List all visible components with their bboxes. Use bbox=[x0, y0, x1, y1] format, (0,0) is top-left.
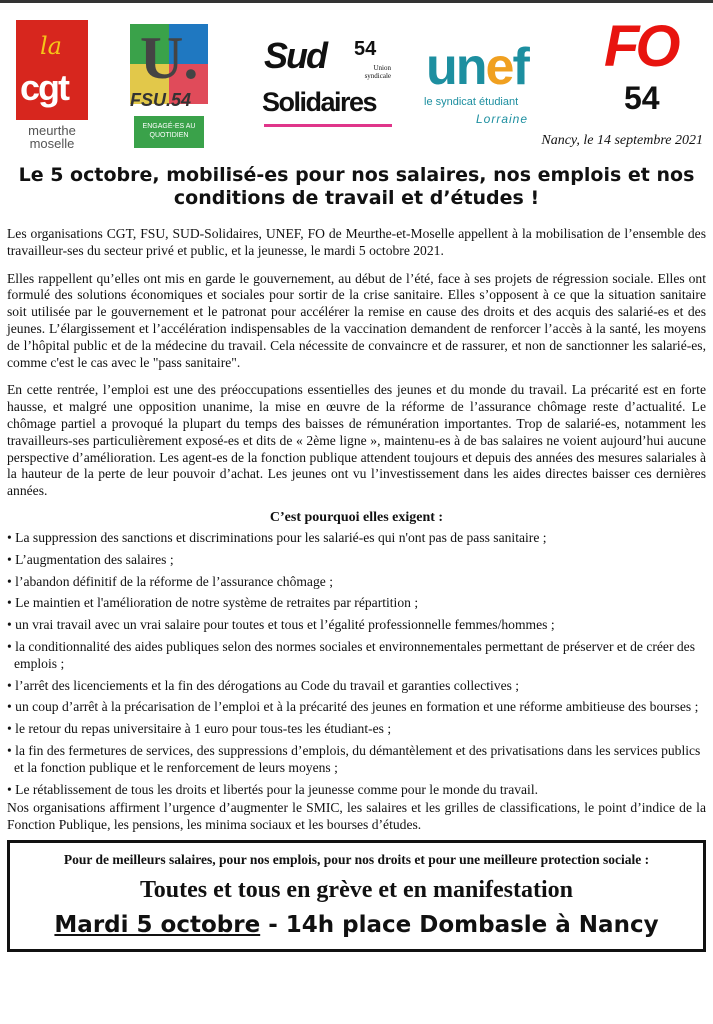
unef-logo bbox=[424, 36, 564, 136]
list-item: • La suppression des sanctions et discriminations pour les salarié-es qui n'ont pas de pass sanitaire ; bbox=[7, 530, 706, 547]
event-date: Mardi 5 octobre bbox=[54, 911, 261, 938]
fsu-tagline: ENGAGÉ-ES AU QUOTIDIEN bbox=[134, 116, 204, 148]
sud-solidaires-logo bbox=[262, 36, 392, 136]
list-item: • L’augmentation des salaires ; bbox=[7, 552, 706, 569]
date-line: Nancy, le 14 septembre 2021 bbox=[541, 133, 703, 148]
sud-solidaires: Solidaires bbox=[262, 87, 377, 117]
fsu-name: FSU.54 bbox=[130, 90, 192, 110]
fsu-logo bbox=[130, 24, 208, 154]
demands-heading: C’est pourquoi elles exigent : bbox=[269, 509, 444, 525]
paragraph: Les organisations CGT, FSU, SUD-Solidaires, UNEF, FO de Meurthe-et-Moselle appellent à la mobilisation de l’ensemble des travailleur-ses du secteur privé et public, et la jeunesse, le mardi 5 octobre 2021. bbox=[7, 226, 706, 258]
fsu-letter: U. bbox=[140, 25, 199, 91]
document-body bbox=[7, 226, 706, 834]
fo-logo bbox=[600, 16, 700, 120]
list-item: • le retour du repas universitaire à 1 euro pour tous-tes les étudiant-es ; bbox=[7, 721, 706, 738]
demands-list bbox=[7, 530, 706, 798]
fo-num: 54 bbox=[624, 80, 660, 116]
sud-underline bbox=[264, 124, 392, 127]
list-item: • Le rétablissement de tous les droits et libertés pour la jeunesse comme pour le monde du travail. bbox=[7, 782, 706, 799]
sud-num: 54 bbox=[354, 38, 377, 60]
event-place: - 14h place Dombasle à Nancy bbox=[260, 911, 659, 938]
cgt-sub2: moselle bbox=[29, 136, 75, 151]
box-event bbox=[10, 910, 703, 940]
paragraph: Elles rappellent qu’elles ont mis en garde le gouvernement, au début de l’été, face à ses projets de régression sociale. Elles ont formulé des solutions économiques et sociales pour sortir de la crise sanitaire. Elles s’opposent à ce que la situation sanitaire soit utilisée par le gouvernement et le patronat pour accélérer la remise en cause des droits et des acquis des salarié-es et des jeunes. L’élargissement et l’accélération indispensables de la vaccination demandent de renforcer l’accès à la santé, les moyens de l’hôpital public et de la médecine du travail. Cela nécessite de convaincre et de rassurer, et non de sanctionner les salarié-es, comme c'est le cas avec le "pass sanitaire". bbox=[7, 270, 706, 370]
logo-row bbox=[0, 14, 713, 149]
list-item: • l’abandon définitif de la réforme de l’assurance chômage ; bbox=[7, 574, 706, 591]
unef-tagline: le syndicat étudiant bbox=[424, 96, 519, 108]
cgt-subtitle bbox=[16, 124, 88, 150]
list-item: • l’arrêt des licenciements et la fin des dérogations au Code du travail et garanties collectives ; bbox=[7, 678, 706, 695]
unef-name-b: e bbox=[485, 38, 513, 96]
list-item: • un coup d’arrêt à la précarisation de l’emploi et à la précarité des jeunes en formation et une réforme ambitieuse des bourses ; bbox=[7, 699, 706, 716]
list-item: • la conditionnalité des aides publiques selon des normes sociales et environnementales permettant de préserver et de créer des emplois ; bbox=[7, 639, 706, 673]
list-item: • Le maintien et l'amélioration de notre système de retraites par répartition ; bbox=[7, 595, 706, 612]
page-title: Le 5 octobre, mobilisé-es pour nos salaires, nos emplois et nos conditions de travail et d’études ! bbox=[18, 164, 695, 209]
paragraph: En cette rentrée, l’emploi est une des préoccupations essentielles des jeunes et du monde du travail. La précarité est en forte hausse, et malgré une opposition unanime, la mise en œuvre de la réforme de l’assurance chômage reste d’actualité. Le chômage partiel a provoqué la plupart du temps des baisses de rémunération importantes. Trop de salarié-es, notamment les travailleurs-ses particulièrement exposé-es et dits de « 2ème ligne », maintenu-es à de bas salaires ne voient aujourd’hui aucune perspective d’amélioration. Les agent-es de la fonction publique attendent toujours et depuis des années des mesures salariales à la hauteur de la perte de leur pouvoir d’achat. Les jeunes ont vu l’investissement dans les aides directes baisser ces dernières années. bbox=[7, 382, 706, 499]
list-item: • un vrai travail avec un vrai salaire pour toutes et tous et l’égalité professionnelle femmes/hommes ; bbox=[7, 617, 706, 634]
unef-name-c: f bbox=[512, 38, 528, 96]
cgt-logo bbox=[16, 20, 88, 120]
list-item: • la fin des fermetures de services, des suppressions d’emplois, du démantèlement et des privatisations dans les services publics et la fonction publique et le renforcement de leurs moyens ; bbox=[7, 743, 706, 777]
fo-name: FO bbox=[604, 14, 677, 79]
cgt-sub1: meurthe bbox=[28, 123, 76, 138]
sud-name: Sud bbox=[264, 35, 326, 76]
call-to-action-box bbox=[7, 840, 706, 952]
document-flow bbox=[0, 164, 713, 960]
box-intro: Pour de meilleurs salaires, pour nos emplois, pour nos droits et pour une meilleure protection sociale : bbox=[63, 851, 650, 867]
sud-union: Union syndicale bbox=[364, 64, 391, 80]
box-headline: Toutes et tous en grève et en manifestation bbox=[139, 876, 574, 903]
unef-region: Lorraine bbox=[476, 112, 529, 126]
unef-name-a: un bbox=[426, 38, 486, 96]
cgt-la: la bbox=[40, 32, 62, 60]
cgt-name: cgt bbox=[20, 67, 68, 108]
top-border bbox=[0, 0, 713, 3]
unef-name bbox=[426, 40, 528, 94]
closing-paragraph: Nos organisations affirment l’urgence d’augmenter le SMIC, les salaires et les grilles de classifications, le point d’indice de la Fonction Publique, les pensions, les minima sociaux et les bourses d’études. bbox=[7, 800, 706, 833]
